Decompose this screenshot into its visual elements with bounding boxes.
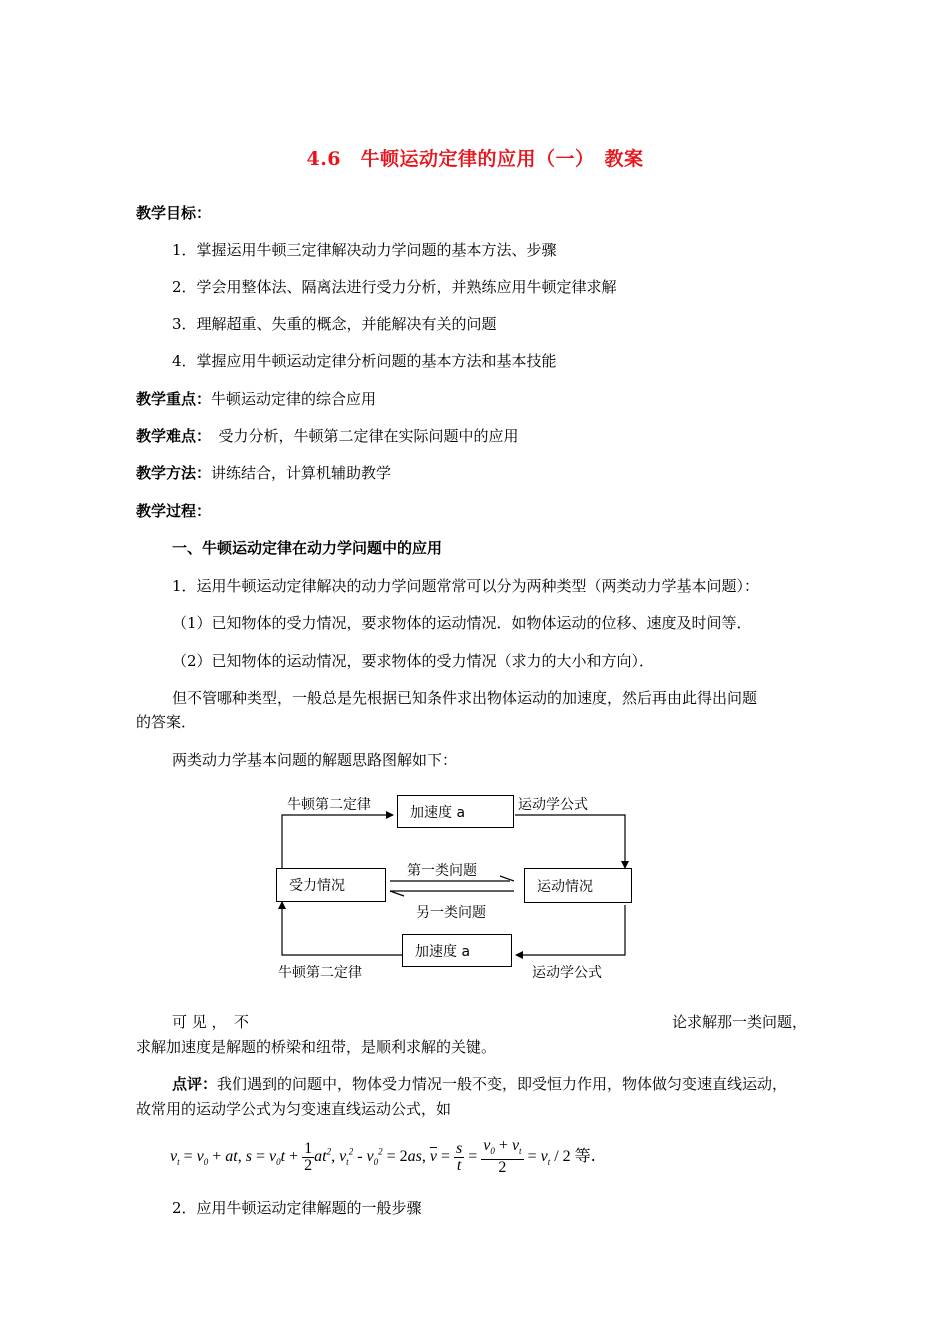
arrow-accel-to-force-bottom <box>282 902 402 955</box>
conclusion-part1: 可 见 ， 不 <box>172 1013 250 1031</box>
label-kinematics-bottom: 运动学公式 <box>532 965 602 981</box>
conclusion-part2: 论求解那一类问题， <box>672 1013 808 1031</box>
difficulties <box>136 425 519 446</box>
comment-text: 我们遇到的问题中，物体受力情况一般不变，即受恒力作用，物体做匀变速直线运动， <box>217 1075 788 1093</box>
section1-heading: 一、牛顿运动定律在动力学问题中的应用 <box>172 539 443 557</box>
methods <box>136 462 391 483</box>
objective-item: 3．理解超重、失重的概念，并能解决有关的问题 <box>172 315 497 333</box>
comment <box>172 1073 787 1094</box>
section1-paragraph: 两类动力学基本问题的解题思路图解如下： <box>172 751 458 769</box>
label-kinematics-top: 运动学公式 <box>518 797 588 813</box>
arrow-force-to-accel-top <box>282 815 393 868</box>
difficulties-text: 受力分析，牛顿第二定律在实际问题中的应用 <box>203 427 519 445</box>
methods-text: 讲练结合，计算机辅助教学 <box>211 464 392 482</box>
arrow-motion-to-accel-bottom <box>516 905 625 955</box>
key-points-text: 牛顿运动定律的综合应用 <box>211 390 377 408</box>
section1-paragraph: 1．运用牛顿运动定律解决的动力学问题常常可以分为两种类型（两类动力学基本问题）： <box>172 577 760 595</box>
label-first-type: 第一类问题 <box>407 863 477 879</box>
kinematics-formula: $v_t = v_0$ + at, $s = v_0t$ + $\frac{1}{2}$ $at^2$, $v_t^2 - v_0^2 = 2as$, $\overline{v}$ = $\frac{s}{t}$ = $\frac{v_0 + v_t}{2}$ = $v_t / 2$ 等. <box>170 1137 596 1177</box>
label-newton-second-law-top: 牛顿第二定律 <box>287 797 371 813</box>
box-motion-situation: 运动情况 <box>524 868 632 903</box>
page-title: 4.6 牛顿运动定律的应用（一） 教案 <box>306 148 644 170</box>
comment-label: 点评： <box>172 1075 218 1093</box>
objective-item: 1．掌握运用牛顿三定律解决动力学问题的基本方法、步骤 <box>172 241 557 259</box>
section1-paragraph: 的答案． <box>136 713 197 731</box>
box-force-situation: 受力情况 <box>276 868 386 902</box>
conclusion-line2: 求解加速度是解题的桥梁和纽带，是顺利求解的关键。 <box>136 1038 497 1056</box>
key-points <box>136 388 376 409</box>
section1-paragraph: 但不管哪种类型，一般总是先根据已知条件求出物体运动的加速度，然后再由此得出问题 <box>172 689 758 707</box>
flow-diagram <box>260 780 660 995</box>
objective-item: 4．掌握应用牛顿运动定律分析问题的基本方法和基本技能 <box>172 352 557 370</box>
step2-heading: 2．应用牛顿运动定律解题的一般步骤 <box>172 1199 422 1217</box>
arrow-accel-to-motion-top <box>515 815 625 868</box>
objectives-heading: 教学目标： <box>136 204 212 222</box>
comment-line2: 故常用的运动学公式为匀变速直线运动公式，如 <box>136 1100 452 1118</box>
box-acceleration-bottom: 加速度 a <box>402 934 512 967</box>
box-acceleration-top: 加速度 a <box>397 795 514 828</box>
section1-paragraph: （1）已知物体的受力情况，要求物体的运动情况．如物体运动的位移、速度及时间等． <box>172 614 752 632</box>
section1-paragraph: （2）已知物体的运动情况，要求物体的受力情况（求力的大小和方向）． <box>172 652 655 670</box>
difficulties-label: 教学难点： <box>136 427 204 445</box>
methods-label: 教学方法： <box>136 464 212 482</box>
formula-suffix: 等. <box>574 1145 596 1165</box>
label-second-type: 另一类问题 <box>416 905 486 921</box>
key-points-label: 教学重点： <box>136 390 212 408</box>
label-newton-second-law-bottom: 牛顿第二定律 <box>278 965 362 981</box>
process-heading: 教学过程： <box>136 502 212 520</box>
objective-item: 2．学会用整体法、隔离法进行受力分析，并熟练应用牛顿定律求解 <box>172 278 617 296</box>
